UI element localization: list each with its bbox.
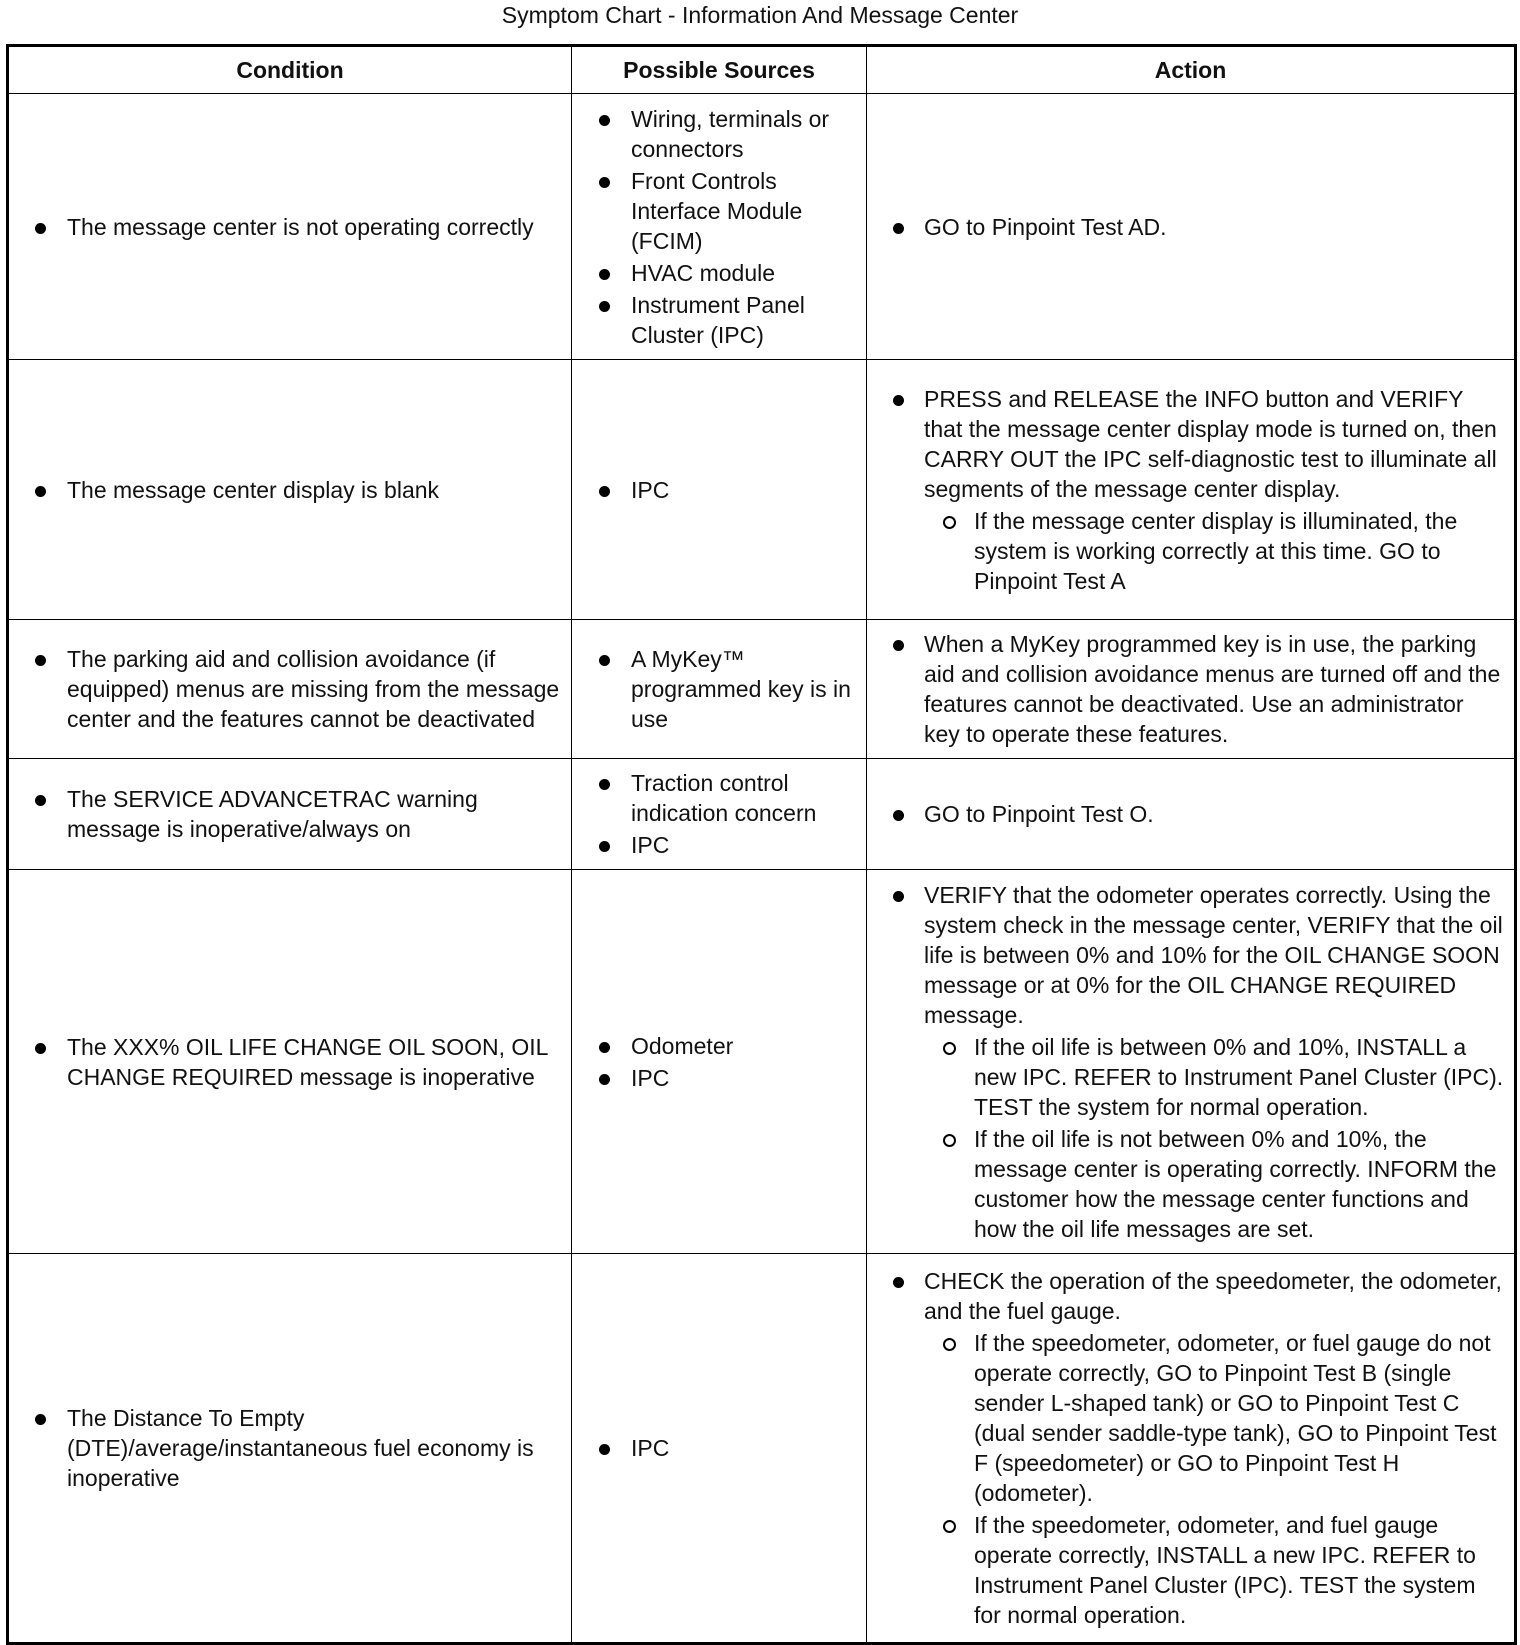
bullet-icon [599,269,610,280]
bullet-icon [599,779,610,790]
possible-sources-cell [572,1254,867,1644]
action-item [867,1266,1504,1630]
source-text: IPC [631,832,670,858]
hollow-bullet-icon [943,1042,956,1055]
sub-action-text: If the speedometer, odometer, and fuel gauge operate correctly, INSTALL a new IPC. REFER to Instrument Panel Cluster (IPC). TEST the system for normal operation. [974,1512,1476,1628]
action-text: GO to Pinpoint Test O. [924,801,1154,827]
symptom-chart-table [6,44,1517,1645]
sub-action-text: If the message center display is illuminated, the system is working correctly at this time. GO to Pinpoint Test A [974,507,1458,594]
column-header-possible-sources: Possible Sources [572,46,867,94]
source-item [572,475,856,505]
condition-item [9,644,561,734]
table-row [8,1254,1516,1644]
table-row [8,360,1516,620]
sub-action-text: If the oil life is not between 0% and 10%, the message center is operating correctly. INFORM the customer how the message center functions and how the oil life messages are set. [974,1125,1497,1242]
bullet-icon [893,810,904,821]
condition-item [9,475,561,505]
sub-action-item [924,1124,1504,1244]
table-row [8,620,1516,759]
action-text: VERIFY that the odometer operates correctly. Using the system check in the message center, VERIFY that the oil life is between 0% and 10% for the OIL CHANGE SOON message or at 0% for the OIL CHANGE REQUIRED message. [924,881,1503,1028]
bullet-icon [599,177,610,188]
source-item [572,768,856,828]
bullet-icon [599,486,610,497]
source-item [572,166,856,256]
condition-text: The XXX% OIL LIFE CHANGE OIL SOON, OIL CHANGE REQUIRED message is inoperative [67,1033,548,1090]
condition-text: The Distance To Empty (DTE)/average/instantaneous fuel economy is inoperative [67,1405,534,1491]
sub-action-item [924,506,1504,596]
action-item [867,212,1504,242]
condition-text: The message center display is blank [67,476,440,503]
hollow-bullet-icon [943,516,956,529]
table-header-row [8,46,1516,94]
action-text: GO to Pinpoint Test AD. [924,213,1167,240]
action-item [867,880,1504,1244]
sub-action-item [924,1328,1504,1508]
bullet-icon [893,395,904,406]
condition-text: The SERVICE ADVANCETRAC warning message is inoperative/always on [67,786,478,842]
action-cell [867,620,1516,759]
hollow-bullet-icon [943,1520,956,1533]
source-text: HVAC module [631,259,776,286]
action-cell [867,870,1516,1254]
bullet-icon [599,841,610,852]
action-item [867,384,1504,596]
condition-cell [8,1254,572,1644]
source-text: Traction control indication concern [631,770,817,826]
action-item [867,629,1504,749]
column-header-action: Action [867,46,1516,94]
condition-cell [8,360,572,620]
bullet-icon [35,795,46,806]
source-text: IPC [631,1064,670,1091]
condition-cell [8,620,572,759]
bullet-icon [893,223,904,234]
action-text: When a MyKey programmed key is in use, the parking aid and collision avoidance menus are turned off and the features cannot be deactivated. Use an administrator key to operate these features. [924,631,1501,747]
action-text: CHECK the operation of the speedometer, the odometer, and the fuel gauge. [924,1268,1502,1324]
condition-cell [8,870,572,1254]
action-cell [867,759,1516,870]
condition-item [9,212,561,242]
source-item [572,644,856,734]
condition-item [9,1032,561,1092]
column-header-condition: Condition [8,46,572,94]
possible-sources-cell [572,620,867,759]
bullet-icon [35,1414,46,1425]
source-text: IPC [631,476,670,503]
condition-item [9,1403,561,1493]
possible-sources-cell [572,94,867,360]
bullet-icon [893,891,904,902]
bullet-icon [599,1444,610,1455]
source-text: Wiring, terminals or connectors [631,105,830,162]
bullet-icon [35,1043,46,1054]
source-item [572,258,856,288]
bullet-icon [893,1277,904,1288]
possible-sources-cell [572,360,867,620]
possible-sources-cell [572,870,867,1254]
source-text: IPC [631,1435,670,1461]
bullet-icon [893,640,904,651]
bullet-icon [599,115,610,126]
sub-action-item [924,1032,1504,1122]
bullet-icon [35,655,46,666]
condition-cell [8,759,572,870]
table-row [8,759,1516,870]
source-text: A MyKey™ programmed key is in use [631,646,851,732]
hollow-bullet-icon [943,1134,956,1147]
source-item [572,830,856,860]
table-body [8,94,1516,1644]
source-item [572,1031,856,1061]
source-item [572,1063,856,1093]
condition-item [9,784,561,844]
source-text: Instrument Panel Cluster (IPC) [631,291,805,348]
table-row [8,870,1516,1254]
source-item [572,104,856,164]
action-text: PRESS and RELEASE the INFO button and VERIFY that the message center display mode is turned on, then CARRY OUT the IPC self-diagnostic test to illuminate all segments of the message center display. [924,385,1497,502]
action-item [867,799,1504,829]
possible-sources-cell [572,759,867,870]
bullet-icon [599,655,610,666]
table-row [8,94,1516,360]
condition-text: The parking aid and collision avoidance (if equipped) menus are missing from the message center and the features cannot be deactivated [67,646,560,732]
bullet-icon [599,1042,610,1053]
action-cell [867,94,1516,360]
sub-action-text: If the speedometer, odometer, or fuel gauge do not operate correctly, GO to Pinpoint Test B (single sender L-shaped tank) or GO to Pinpoint Test C (dual sender saddle-type tank), GO to Pinpoint Test F (speedometer) or GO to Pinpoint Test H (odometer). [974,1330,1497,1506]
hollow-bullet-icon [943,1338,956,1351]
bullet-icon [599,1074,610,1085]
source-text: Odometer [631,1032,734,1059]
source-item [572,1433,856,1463]
condition-text: The message center is not operating correctly [67,213,534,240]
source-text: Front Controls Interface Module (FCIM) [631,167,803,254]
page-title: Symptom Chart - Information And Message Center [501,2,1019,28]
action-cell [867,1254,1516,1644]
sub-action-item [924,1510,1504,1630]
condition-cell [8,94,572,360]
sub-action-text: If the oil life is between 0% and 10%, INSTALL a new IPC. REFER to Instrument Panel Cluster (IPC). TEST the system for normal operation. [974,1033,1504,1120]
action-cell [867,360,1516,620]
source-item [572,290,856,350]
bullet-icon [599,301,610,312]
bullet-icon [35,223,46,234]
bullet-icon [35,486,46,497]
